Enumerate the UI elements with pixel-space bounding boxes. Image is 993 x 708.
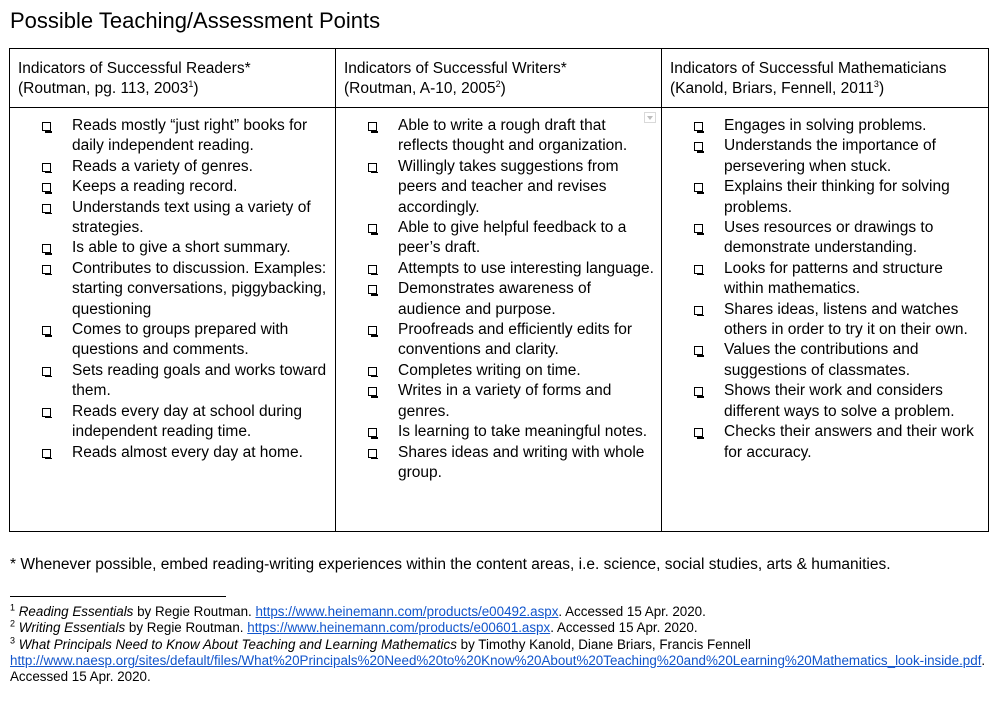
checkbox-icon	[694, 428, 703, 437]
list-item-text: Attempts to use interesting language.	[398, 259, 654, 277]
checkbox-icon	[42, 244, 51, 253]
list-item	[692, 116, 982, 136]
list-item	[40, 259, 329, 320]
list-item-text: Reads almost every day at home.	[72, 443, 303, 461]
checkbox-icon	[42, 122, 51, 131]
list-item	[366, 218, 655, 259]
list-item	[366, 361, 655, 381]
checkbox-icon	[694, 224, 703, 233]
list-item-text: Proofreads and efficiently edits for conventions and clarity.	[398, 321, 633, 359]
list-item	[40, 402, 329, 443]
footnote-link[interactable]: http://www.naesp.org/sites/default/files/What%20Principals%20Need%20to%20Know%20About%20Teaching%20and%20Learning%20Mathematics_look-inside.pdf	[10, 652, 982, 668]
list-item-text: Reads a variety of genres.	[72, 157, 253, 175]
footnote-1: $^1$ Reading Essentials by Regie Routman. https://www.heinemann.com/products/e00492.aspx. Accessed 15 Apr. 2020.	[10, 602, 706, 619]
column-heading: Indicators of Successful Readers*	[18, 60, 251, 77]
checkbox-icon	[42, 408, 51, 417]
writers-header	[336, 49, 662, 108]
checkbox-icon	[368, 387, 377, 396]
footnote-title: Reading Essentials	[18, 604, 134, 619]
footnote-link[interactable]: https://www.heinemann.com/products/e00601.aspx	[247, 620, 551, 636]
list-item-text: Comes to groups prepared with questions and comments.	[72, 321, 289, 359]
checkbox-icon	[694, 122, 703, 131]
list-item-text: Is able to give a short summary.	[72, 239, 291, 257]
checkbox-icon	[42, 204, 51, 213]
checkbox-icon	[42, 367, 51, 376]
list-item-text: Understands text using a variety of strategies.	[72, 198, 311, 237]
checkbox-icon	[694, 346, 703, 355]
footnote-note: * Whenever possible, embed reading-writing experiences within the content areas, i.e. science, social studies, arts & humanities.	[10, 556, 891, 573]
checkbox-icon	[368, 163, 377, 172]
mathematicians-header	[662, 49, 989, 108]
footnotes	[10, 604, 990, 685]
list-item-text: Shows their work and considers different ways to solve a problem.	[724, 382, 955, 420]
readers-header	[10, 49, 336, 108]
mathematicians-cell	[662, 108, 989, 532]
list-item	[366, 279, 655, 320]
checkbox-icon	[694, 306, 703, 315]
list-item	[692, 136, 982, 177]
list-item-text: Completes writing on time.	[398, 361, 581, 379]
body-row	[10, 108, 989, 532]
checkbox-icon	[368, 122, 377, 131]
list-item-text: Keeps a reading record.	[72, 178, 238, 196]
checkbox-icon	[42, 265, 51, 274]
checkbox-icon	[42, 163, 51, 172]
list-item-text: Engages in solving problems.	[724, 117, 927, 134]
list-item-text: Shares ideas, listens and watches others in order to try it on their own.	[724, 300, 968, 339]
list-item	[692, 218, 982, 259]
list-item	[366, 259, 655, 279]
checkbox-icon	[694, 387, 703, 396]
writers-list	[366, 116, 655, 483]
footnote-3-url: http://www.naesp.org/sites/default/files/What%20Principals%20Need%20to%20Know%20About%20Teaching%20and%20Learning%20Mathematics_look-inside.pdf. Accessed 15 Apr. 2020.	[10, 652, 986, 685]
checkbox-icon	[368, 224, 377, 233]
list-item	[692, 259, 982, 300]
footnote-3: $^3$ What Principals Need to Know About Teaching and Learning Mathematics by Timothy Kanold, Diane Briars, Francis Fennell	[10, 635, 751, 652]
list-item	[366, 157, 655, 218]
list-item-text: Demonstrates awareness of audience and purpose.	[398, 280, 591, 318]
list-item-text: Uses resources or drawings to demonstrate understanding.	[724, 219, 934, 257]
list-item-text: Understands the importance of persevering when stuck.	[724, 137, 936, 175]
checkbox-icon	[368, 428, 377, 437]
list-item	[40, 320, 329, 361]
list-item	[692, 340, 982, 381]
checkbox-icon	[368, 449, 377, 458]
list-item-text: Values the contributions and suggestions of classmates.	[724, 341, 919, 379]
list-item	[366, 443, 655, 484]
list-item	[366, 320, 655, 361]
footnote-divider	[10, 596, 226, 597]
list-item-text: Is learning to take meaningful notes.	[398, 423, 648, 441]
column-citation: (Routman, A-10, 2005$^2$)	[344, 78, 506, 97]
checkbox-icon	[368, 265, 377, 274]
list-item	[692, 422, 982, 463]
list-item-text: Checks their answers and their work for accuracy.	[724, 423, 974, 461]
list-item	[366, 116, 655, 157]
page-title: Possible Teaching/Assessment Points	[10, 8, 381, 33]
list-item	[40, 177, 329, 197]
list-item-text: Reads every day at school during independent reading time.	[72, 402, 303, 441]
writers-cell	[336, 108, 662, 532]
list-item	[692, 177, 982, 218]
mathematicians-list	[692, 116, 982, 463]
list-item-text: Willingly takes suggestions from peers and teacher and revises accordingly.	[398, 157, 619, 216]
list-item	[40, 116, 329, 157]
list-item	[692, 300, 982, 341]
readers-cell	[10, 108, 336, 532]
checkbox-icon	[42, 183, 51, 192]
list-item	[40, 157, 329, 177]
indicators-table	[9, 48, 989, 532]
list-item	[366, 422, 655, 442]
checkbox-icon	[694, 265, 703, 274]
footnote-title: What Principals Need to Know About Teaching and Learning Mathematics	[18, 636, 457, 652]
column-heading: Indicators of Successful Writers*	[344, 60, 567, 77]
checkbox-icon	[368, 367, 377, 376]
checkbox-icon	[368, 285, 377, 294]
footnote-title: Writing Essentials	[18, 620, 126, 636]
list-item	[40, 238, 329, 258]
list-item	[40, 361, 329, 402]
list-item-text: Writes in a variety of forms and genres.	[398, 382, 612, 420]
checkbox-icon	[42, 326, 51, 335]
list-item-text: Able to give helpful feedback to a peer’s draft.	[398, 219, 627, 257]
list-item-text: Able to write a rough draft that reflects thought and organization.	[398, 117, 628, 155]
list-item-text: Sets reading goals and works toward them.	[72, 361, 327, 400]
list-item	[40, 443, 329, 463]
list-item	[40, 198, 329, 239]
column-citation: (Kanold, Briars, Fennell, 2011$^3$)	[670, 78, 885, 97]
list-item-text: Shares ideas and writing with whole group.	[398, 443, 645, 481]
column-heading: Indicators of Successful Mathematicians	[670, 60, 947, 77]
list-item	[366, 381, 655, 422]
checkbox-icon	[42, 449, 51, 458]
readers-list	[40, 116, 329, 463]
list-item-text: Explains their thinking for solving problems.	[724, 178, 950, 216]
column-citation: (Routman, pg. 113, 2003$^1$)	[18, 78, 199, 97]
footnote-2: $^2$ Writing Essentials by Regie Routman. https://www.heinemann.com/products/e00601.aspx. Accessed 15 Apr. 2020.	[10, 618, 698, 636]
list-item-text: Looks for patterns and structure within mathematics.	[724, 259, 943, 298]
checkbox-icon	[368, 326, 377, 335]
checkbox-icon	[694, 183, 703, 192]
list-item-text: Reads mostly “just right” books for daily independent reading.	[72, 117, 308, 155]
header-row	[10, 49, 989, 108]
footnote-link[interactable]: https://www.heinemann.com/products/e00492.aspx	[255, 604, 559, 619]
checkbox-icon	[694, 142, 703, 151]
list-item-text: Contributes to discussion. Examples: starting conversations, piggybacking, questioning	[72, 259, 327, 318]
list-item	[692, 381, 982, 422]
